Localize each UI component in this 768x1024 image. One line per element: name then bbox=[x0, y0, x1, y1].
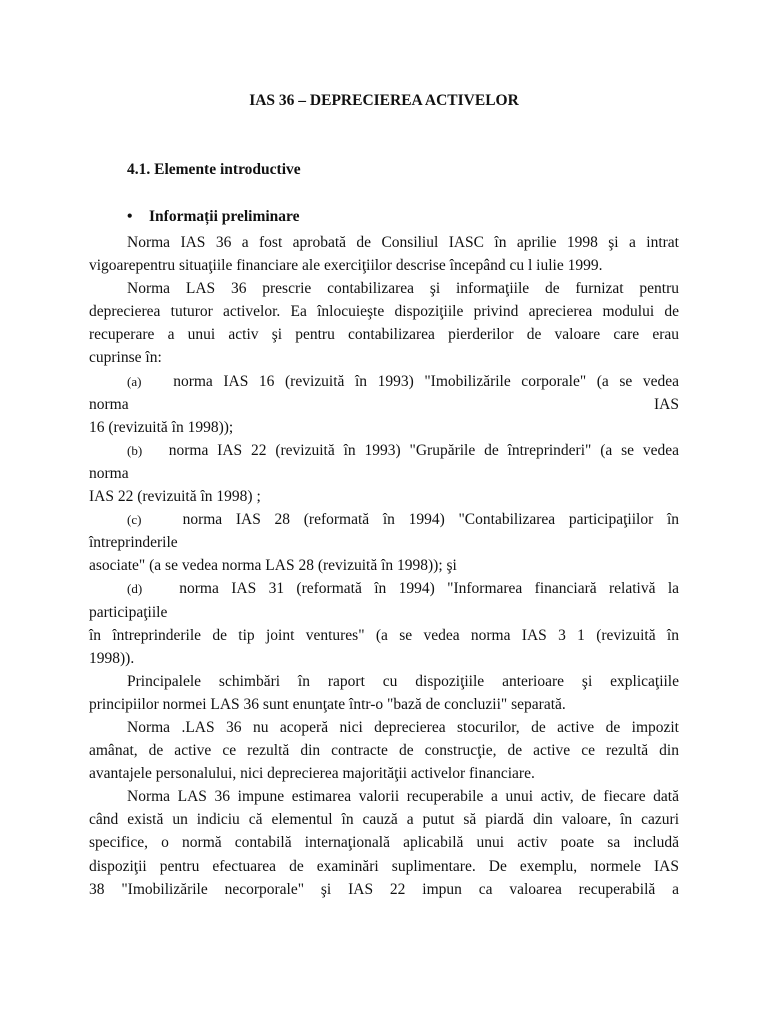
text-line: 1998)). bbox=[89, 649, 135, 667]
item-text: IAS bbox=[654, 395, 679, 413]
text-line: avantajele personalului, nici deprecierea majorităţii activelor financiare. bbox=[89, 765, 535, 783]
list-item-d bbox=[89, 577, 679, 669]
text-line: 16 (revizuită în 1998)); bbox=[89, 418, 234, 436]
text-line: dispoziţii pentru efectuarea de examinări suplimentare. De exemplu, normele IAS bbox=[89, 857, 679, 875]
item-label: (b) bbox=[127, 442, 143, 458]
item-text: norma IAS 22 (revizuită în 1993) "Grupările de întreprinderi" (a se vedea bbox=[168, 441, 679, 459]
text-line: în întreprinderile de tip joint ventures" (a se vedea norma IAS 3 1 (revizuită în bbox=[89, 626, 679, 644]
list-item-c bbox=[89, 508, 679, 577]
document-body bbox=[89, 231, 679, 901]
text-line: cuprinse în: bbox=[89, 349, 162, 367]
section-heading: 4.1. Elemente introductive bbox=[127, 161, 301, 178]
text-line bbox=[89, 439, 679, 462]
text-line: asociate" (a se vedea norma LAS 28 (revizuită în 1998)); şi bbox=[89, 557, 457, 575]
text-line: Norma .LAS 36 nu acoperă nici deprecierea stocurilor, de active de impozit bbox=[127, 718, 679, 736]
text-line: principiilor normei LAS 36 sunt enunţate într-o "bază de concluzii" separată. bbox=[89, 695, 566, 713]
text-line: IAS 22 (revizuită în 1998) ; bbox=[89, 488, 261, 506]
text-line: norma bbox=[89, 464, 129, 482]
bullet-heading-text: Informații preliminare bbox=[149, 208, 300, 225]
paragraph-approval bbox=[89, 231, 679, 277]
item-label: (c) bbox=[127, 512, 142, 528]
item-text: norma IAS 16 (revizuită în 1993) "Imobilizările corporale" (a se vedea bbox=[173, 372, 679, 390]
text-line: amânat, de active ce rezultă din contracte de construcţie, de active ce rezultă din bbox=[89, 742, 679, 760]
text-line: Norma IAS 36 a fost aprobată de Consiliul IASC în aprilie 1998 şi a intrat bbox=[127, 234, 679, 251]
text-line bbox=[89, 577, 679, 600]
paragraph-scope bbox=[89, 277, 679, 369]
text-line bbox=[89, 508, 679, 531]
list-item-b bbox=[89, 439, 679, 508]
text-line: Norma LAS 36 prescrie contabilizarea şi informaţiile de furnizat pentru bbox=[127, 280, 679, 298]
paragraph-changes bbox=[89, 670, 679, 716]
text-line: când există un indiciu că elementul în cauză a putut să piardă din valoare, în cazuri bbox=[89, 811, 679, 829]
item-text: norma bbox=[89, 395, 129, 413]
text-line: vigoarepentru situaţiile financiare ale exerciţiilor descrise începând cu l iulie 1999. bbox=[89, 257, 603, 275]
bullet-icon: • bbox=[127, 208, 133, 225]
text-line: participaţiile bbox=[89, 603, 168, 621]
paragraph-recoverable-value bbox=[89, 785, 679, 900]
text-line: deprecierea tuturor activelor. Ea înlocuieşte dispoziţiile privind aprecierea modului de bbox=[89, 303, 679, 321]
item-label: (a) bbox=[127, 373, 142, 389]
list-item-a bbox=[89, 370, 679, 439]
bullet-heading bbox=[127, 208, 300, 226]
text-line bbox=[89, 370, 679, 393]
item-label: (d) bbox=[127, 581, 143, 597]
text-line: întreprinderile bbox=[89, 534, 178, 552]
item-text: norma IAS 31 (reformată în 1994) "Informarea financiară relativă la bbox=[179, 580, 680, 598]
text-line: recuperare a unui activ şi pentru contabilizarea pierderilor de valoare care erau bbox=[89, 326, 679, 344]
document-title: IAS 36 – DEPRECIEREA ACTIVELOR bbox=[249, 92, 519, 109]
item-text: norma IAS 28 (reformată în 1994) "Contabilizarea participaţiilor în bbox=[182, 511, 680, 529]
text-line: 38 "Imobilizările necorporale" şi IAS 22 impun ca valoarea recuperabilă a bbox=[89, 880, 679, 898]
text-line: Norma LAS 36 impune estimarea valorii recuperabile a unui activ, de fiecare dată bbox=[127, 788, 679, 806]
text-line bbox=[89, 393, 679, 416]
text-line: specifice, o normă contabilă internaţională aplicabilă unui activ poate sa includă bbox=[89, 834, 679, 852]
paragraph-exclusions bbox=[89, 716, 679, 785]
text-line: Principalele schimbări în raport cu dispoziţiile anterioare şi explicaţiile bbox=[127, 672, 679, 690]
